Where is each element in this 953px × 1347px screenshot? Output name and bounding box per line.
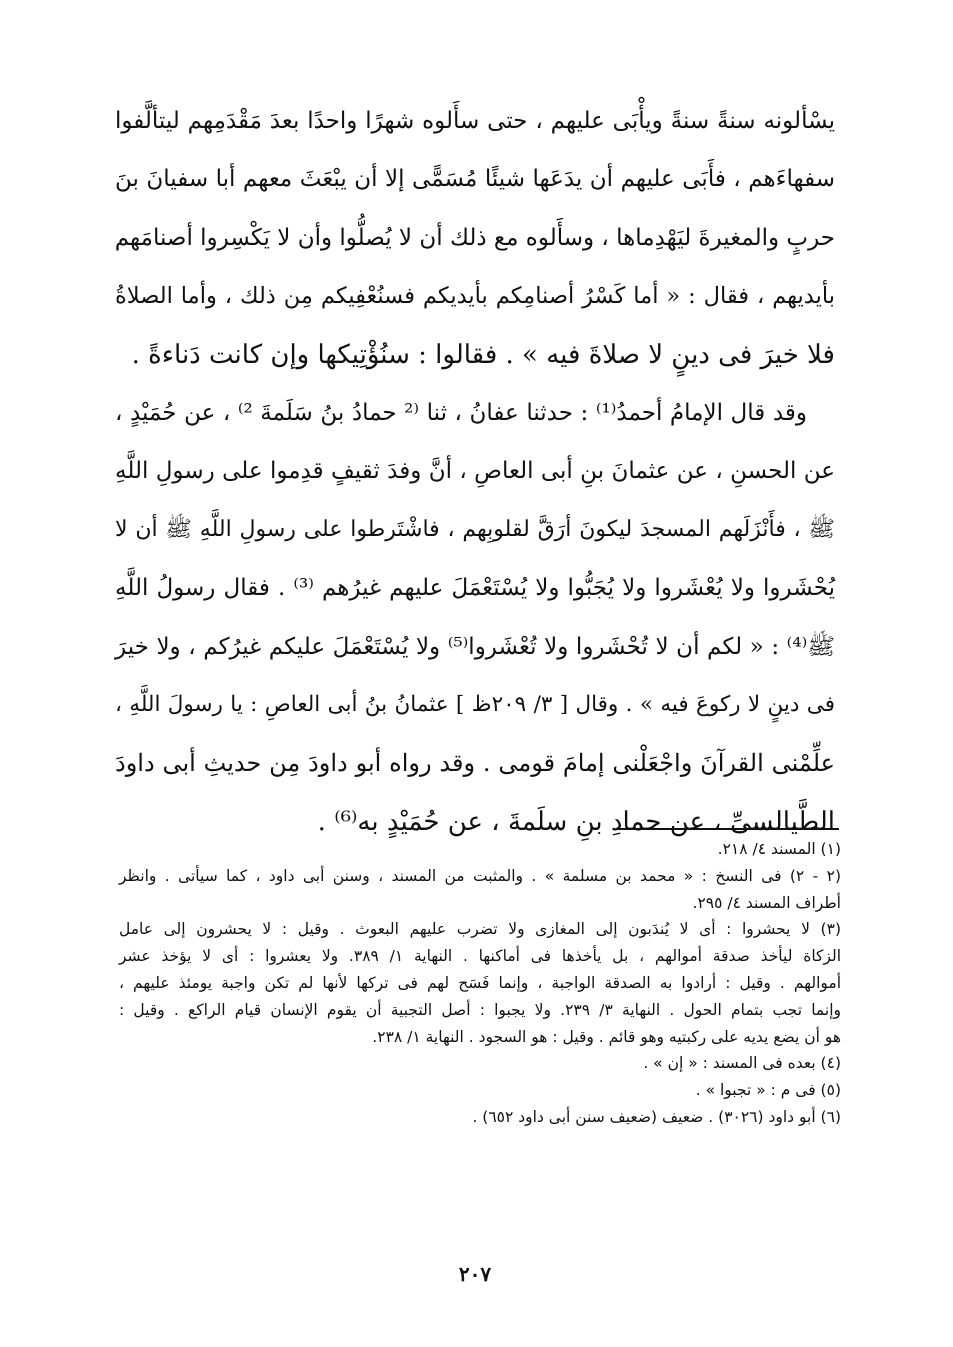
footnote-line: (٦) أبو داود (٣٠٢٦) . ضعيف (ضعيف سنن أبى داود ٦٥٢) .	[472, 1107, 841, 1126]
footnote-line: وإنما تجب بتمام الحول . النهاية ٣/ ٢٣٩. ولا يجبوا : أصل التجبية أن يقوم الإنسان قيام الراكع . وقيل :	[119, 1000, 841, 1019]
footnote-line: الزكاة ليأخذ صدقة أموالهم ، بل يأخذها فى أماكنها . النهاية ١/ ٣٨٩. ولا يعشروا : أى لا يؤخذ عشر	[119, 947, 841, 966]
footnote-line: (٣) لا يحشروا : أى لا يُندَبون إلى المغازى ولا تضرب عليهم البعوث . وقيل : لا يحشرون إلى عامل	[119, 920, 841, 939]
text-line: بأيديهم ، فقال : « أما كَسْرُ أصنامِكم بأيديكم فسنُعْفِيكم مِن ذلك ، وأما الصلاةُ	[115, 283, 835, 310]
footnote-line: (٥) فى م : « تجبوا » .	[695, 1081, 841, 1100]
text-line: وقد قال الإمامُ أحمدُ⁽¹⁾ : حدثنا عفانُ ، ثنا ⁽² حمادُ بنُ سَلَمةَ ²⁾ ، عن حُمَيْدٍ ،	[115, 399, 807, 426]
footnote-line: (٤) بعده فى المسند : « إن » .	[643, 1054, 841, 1073]
footnotes	[119, 836, 841, 1131]
page-number: ٢٠٧	[458, 1262, 492, 1286]
text-line: يسْألونه سنةً سنةً ويأْبَى عليهم ، حتى سأَلوه شهرًا واحدًا بعدَ مَقْدَمِهم ليتألَّفوا	[115, 108, 835, 134]
footnote-line: أموالهم . وقيل : أرادوا به الصدقة الواجبة ، وإنما فَسَح لهم فى تركها لأنها لم تكن واجبة يومئذ عليهم ،	[119, 973, 841, 992]
text-line: سفهاءَهم ، فأَبَى عليهم أن يدَعَها شيئًا مُسَمًّى إلا أن يبْعَثَ معهم أبا سفيانَ بنَ	[115, 166, 835, 193]
footnote-line: أطراف المسند ٤/ ٢٩٥.	[692, 893, 841, 912]
text-line: حربٍ والمغيرةَ ليَهْدِماها ، وسأَلوه مع ذلك أن لا يُصلُّوا وأن لا يَكْسِروا أصنامَهم	[114, 224, 835, 251]
text-line: يُحْشَروا ولا يُعْشَروا ولا يُجَبُّوا ولا يُسْتَعْمَلَ عليهم غيرُهم ⁽³⁾ . فقال رسولُ اللَّهِ	[115, 575, 835, 602]
text-line: فلا خيرَ فى دينٍ لا صلاةَ فيه » . فقالوا : سنُؤْتِيكها وإن كانت دَناءةً .	[131, 339, 835, 370]
footnote-line: (١) المسند ٤/ ٢١٨.	[717, 840, 841, 858]
main-text	[115, 92, 835, 851]
text-line: ﷺ ، فأَنْزَلَهم المسجدَ ليكونَ أرَقَّ لقلوبِهم ، فاشْتَرطوا على رسولِ اللَّهِ ﷺ أن لا	[115, 516, 835, 542]
text-line: ﷺ⁽⁴⁾ : « لكم أن لا تُحْشَروا ولا تُعْشَروا⁽⁵⁾ ولا يُسْتَعْمَلَ عليكم غيرُكم ، ولا خيرَ	[115, 633, 836, 660]
footnote-line: هو أن يضع يديه على ركبتيه وهو قائم . وقيل : هو السجود . النهاية ١/ ٢٣٨.	[372, 1027, 841, 1046]
text-line: عن الحسنِ ، عن عثمانَ بنِ أبى العاصِ ، أنَّ وفدَ ثقيفٍ قدِموا على رسولِ اللَّهِ	[115, 458, 835, 485]
text-line: الطَّيالسىِّ ، عن حمادِ بنِ سلَمةَ ، عن حُمَيْدٍ به⁽⁶⁾ .	[317, 806, 835, 837]
text-line: علِّمْنى القرآنَ واجْعَلْنى إمامَ قومى . وقد رواه أبو داودَ مِن حديثِ أبى داودَ	[115, 749, 835, 778]
text-line: فى دينٍ لا ركوعَ فيه » . وقال [ ٣/ ٢٠٩ظ ] عثمانُ بنُ أبى العاصِ : يا رسولَ اللَّهِ ،	[115, 691, 835, 717]
footnote-separator	[617, 828, 839, 830]
footnote-line: (٢ - ٢) فى النسخ : « محمد بن مسلمة » . والمثبت من المسند ، وسنن أبى داود ، كما سيأتى . وانظر	[119, 866, 841, 885]
